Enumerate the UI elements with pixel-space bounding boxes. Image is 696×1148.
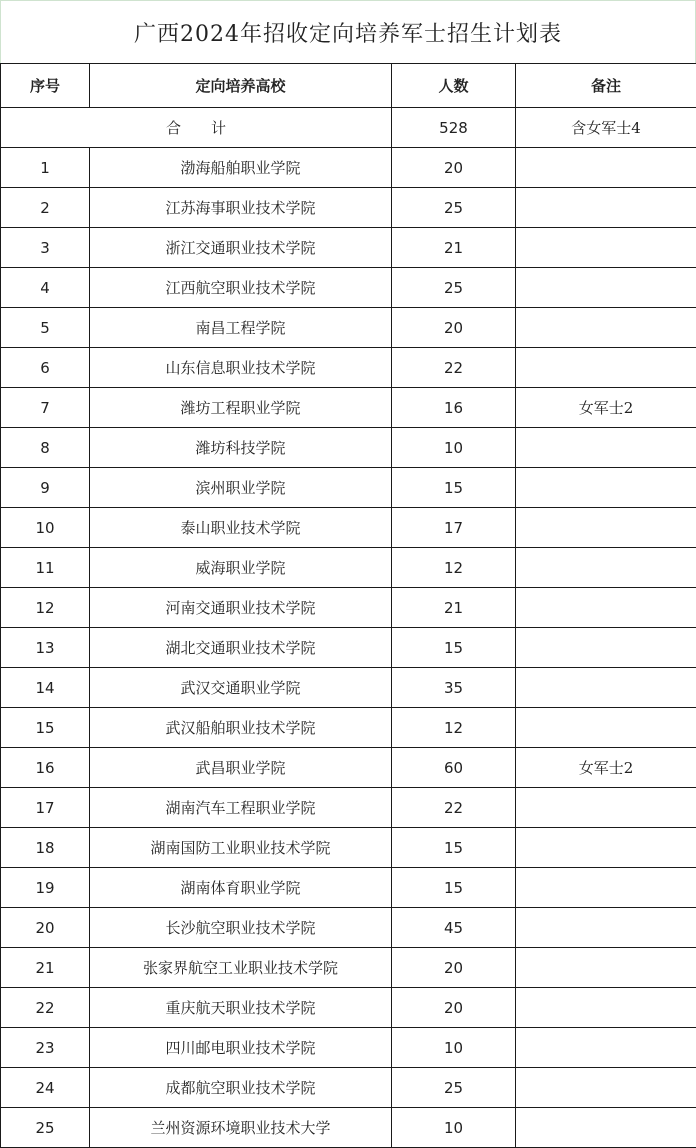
row-index: 20 [1,908,90,948]
row-index: 22 [1,988,90,1028]
table-body [1,64,696,1148]
row-count: 21 [392,588,516,628]
table-row [1,348,696,388]
row-index: 17 [1,788,90,828]
row-count: 22 [392,348,516,388]
row-note [516,708,696,748]
header-index: 序号 [1,64,90,108]
table-row [1,268,696,308]
row-count: 12 [392,548,516,588]
row-note [516,1108,696,1148]
row-index: 6 [1,348,90,388]
row-note [516,828,696,868]
row-index: 5 [1,308,90,348]
header-note: 备注 [516,64,696,108]
row-school: 江西航空职业技术学院 [90,268,392,308]
row-note [516,268,696,308]
row-note [516,948,696,988]
row-school: 南昌工程学院 [90,308,392,348]
row-count: 25 [392,188,516,228]
table-row [1,748,696,788]
row-note: 女军士2 [516,388,696,428]
row-school: 武汉船舶职业技术学院 [90,708,392,748]
total-label: 合 计 [1,108,392,148]
row-school: 湖北交通职业技术学院 [90,628,392,668]
row-school: 重庆航天职业技术学院 [90,988,392,1028]
row-count: 45 [392,908,516,948]
row-index: 11 [1,548,90,588]
row-count: 25 [392,1068,516,1108]
row-school: 成都航空职业技术学院 [90,1068,392,1108]
row-school: 山东信息职业技术学院 [90,348,392,388]
row-note [516,148,696,188]
row-count: 15 [392,868,516,908]
row-index: 9 [1,468,90,508]
row-note [516,548,696,588]
sheet-title: 广西2024年招收定向培养军士招生计划表 [0,0,696,63]
table-header-row [1,64,696,108]
row-index: 18 [1,828,90,868]
row-count: 20 [392,308,516,348]
row-school: 滨州职业学院 [90,468,392,508]
row-school: 浙江交通职业技术学院 [90,228,392,268]
row-index: 13 [1,628,90,668]
row-note [516,588,696,628]
row-school: 河南交通职业技术学院 [90,588,392,628]
row-count: 20 [392,148,516,188]
table-row [1,468,696,508]
row-count: 22 [392,788,516,828]
row-school: 武汉交通职业学院 [90,668,392,708]
table-row [1,1108,696,1148]
total-count: 528 [392,108,516,148]
row-index: 7 [1,388,90,428]
row-note [516,1068,696,1108]
row-school: 潍坊科技学院 [90,428,392,468]
header-school: 定向培养高校 [90,64,392,108]
row-note [516,188,696,228]
table-row [1,1068,696,1108]
row-note [516,308,696,348]
row-school: 湖南汽车工程职业学院 [90,788,392,828]
row-school: 渤海船舶职业学院 [90,148,392,188]
row-count: 10 [392,1028,516,1068]
row-count: 20 [392,988,516,1028]
row-school: 四川邮电职业技术学院 [90,1028,392,1068]
row-index: 19 [1,868,90,908]
row-note [516,1028,696,1068]
row-note [516,428,696,468]
row-index: 3 [1,228,90,268]
row-index: 21 [1,948,90,988]
table-row [1,548,696,588]
row-count: 12 [392,708,516,748]
row-school: 湖南国防工业职业技术学院 [90,828,392,868]
row-count: 21 [392,228,516,268]
row-note [516,628,696,668]
row-note [516,788,696,828]
total-note: 含女军士4 [516,108,696,148]
row-school: 江苏海事职业技术学院 [90,188,392,228]
row-index: 8 [1,428,90,468]
table-row [1,908,696,948]
row-note [516,348,696,388]
row-index: 1 [1,148,90,188]
row-count: 60 [392,748,516,788]
row-count: 15 [392,828,516,868]
row-school: 武昌职业学院 [90,748,392,788]
row-school: 兰州资源环境职业技术大学 [90,1108,392,1148]
row-note [516,908,696,948]
row-count: 20 [392,948,516,988]
row-index: 16 [1,748,90,788]
table-row [1,708,696,748]
row-count: 25 [392,268,516,308]
table-row [1,388,696,428]
row-school: 张家界航空工业职业技术学院 [90,948,392,988]
table-row [1,188,696,228]
row-count: 35 [392,668,516,708]
row-count: 15 [392,628,516,668]
table-row [1,628,696,668]
table-row [1,228,696,268]
row-school: 泰山职业技术学院 [90,508,392,548]
row-count: 16 [392,388,516,428]
row-index: 4 [1,268,90,308]
table-row [1,428,696,468]
row-school: 潍坊工程职业学院 [90,388,392,428]
table-row [1,668,696,708]
total-row [1,108,696,148]
table-row [1,588,696,628]
row-index: 24 [1,1068,90,1108]
table-row [1,868,696,908]
header-count: 人数 [392,64,516,108]
row-note [516,988,696,1028]
table-row [1,1028,696,1068]
row-index: 25 [1,1108,90,1148]
row-index: 23 [1,1028,90,1068]
row-school: 威海职业学院 [90,548,392,588]
row-count: 17 [392,508,516,548]
row-note [516,228,696,268]
row-index: 14 [1,668,90,708]
row-index: 2 [1,188,90,228]
row-note [516,508,696,548]
table-row [1,508,696,548]
row-note [516,668,696,708]
row-note [516,468,696,508]
table-row [1,148,696,188]
row-index: 10 [1,508,90,548]
row-count: 15 [392,468,516,508]
table-row [1,308,696,348]
row-count: 10 [392,428,516,468]
table-row [1,788,696,828]
row-note: 女军士2 [516,748,696,788]
row-school: 湖南体育职业学院 [90,868,392,908]
table-row [1,988,696,1028]
row-school: 长沙航空职业技术学院 [90,908,392,948]
row-index: 12 [1,588,90,628]
table-row [1,828,696,868]
row-count: 10 [392,1108,516,1148]
row-note [516,868,696,908]
recruitment-plan-table [0,63,696,1148]
row-index: 15 [1,708,90,748]
table-row [1,948,696,988]
